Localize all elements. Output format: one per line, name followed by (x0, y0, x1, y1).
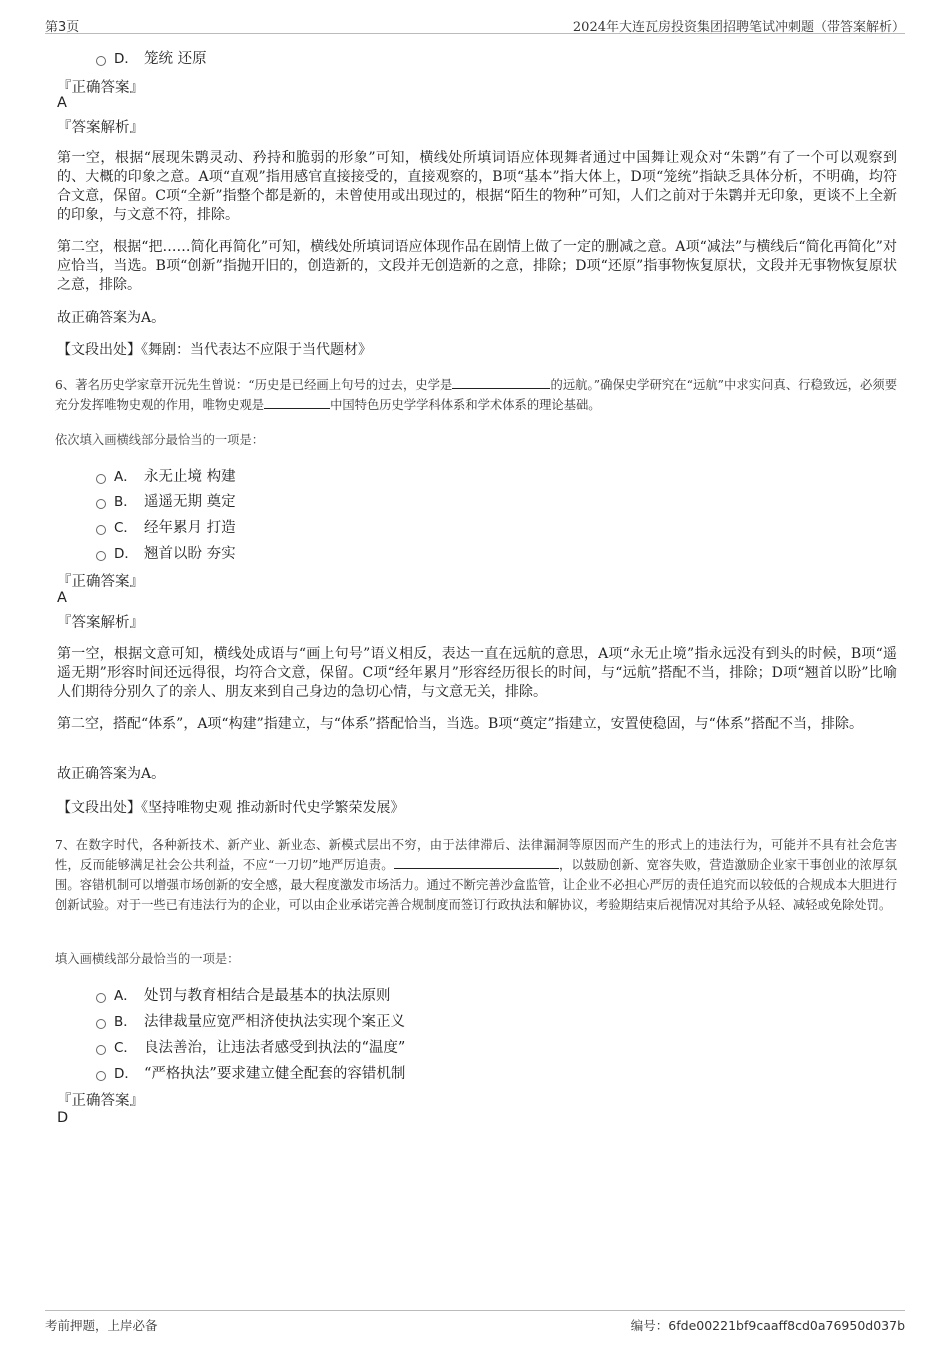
q5-answer-label: 『正确答案』 (57, 80, 144, 96)
blank-line (394, 857, 559, 869)
radio-icon[interactable] (96, 551, 106, 561)
blank-line (452, 377, 550, 389)
q6-analysis-para1: 第一空，根据文意可知，横线处成语与“画上句号”语义相反，表达一直在远航的意思，A项“永无止境”指永远没有到头的时候，B项“遥遥无期”形容时间还远得很，均符合文意，保留。C项“经年累月”形容经历很长的时间，与“远航”搭配不当，排除；D项“翘首以盼”比喻人们期待分别久了的亲人、朋友来到自己身边的急切心情，与文意无关，排除。 (57, 646, 897, 700)
q6-instruction: 依次填入画横线部分最恰当的一项是： (55, 433, 265, 447)
option-text: 永无止境 构建 (144, 469, 236, 485)
q5-option-d[interactable]: D． 笼统 还原 (96, 47, 207, 69)
q5-answer: A (57, 95, 67, 111)
q7-option-b[interactable]: B． 法律裁量应宽严相济使执法实现个案正义 (96, 1010, 405, 1032)
radio-icon[interactable] (96, 56, 106, 66)
q6-source: 【文段出处】《坚持唯物史观 推动新时代史学繁荣发展》 (57, 800, 405, 816)
option-text: “严格执法”要求建立健全配套的容错机制 (144, 1066, 406, 1082)
q5-analysis-para2: 第二空，根据“把……简化再简化”可知，横线处所填词语应体现作品在剧情上做了一定的删减之意。A项“减法”与横线后“简化再简化”对应恰当，当选。B项“创新”指抛开旧的，创造新的，文段并无创造新的之意，排除；D项“还原”指事物恢复原状，文段并无事物恢复原状之意，排除。 (57, 239, 897, 293)
page-header (45, 14, 905, 34)
q5-conclusion: 故正确答案为A。 (57, 310, 166, 326)
radio-icon[interactable] (96, 1045, 106, 1055)
document-title: 2024年大连瓦房投资集团招聘笔试冲刺题（带答案解析） (572, 20, 905, 35)
radio-icon[interactable] (96, 525, 106, 535)
q7-option-d[interactable]: D． “严格执法”要求建立健全配套的容错机制 (96, 1062, 405, 1084)
q7-option-a[interactable]: A． 处罚与教育相结合是最基本的执法原则 (96, 984, 391, 1006)
q6-analysis-para2: 第二空，搭配“体系”，A项“构建”指建立，与“体系”搭配恰当，当选。B项“奠定”指建立，安置使稳固，与“体系”搭配不当，排除。 (57, 716, 863, 732)
q5-analysis-para1: 第一空，根据“展现朱鹮灵动、矜持和脆弱的形象”可知，横线处所填词语应体现舞者通过中国舞让观众对“朱鹮”有了一个可以观察到的、大概的印象之意。A项“直观”指用感官直接接受的，直接观察的，B项“基本”指大体上，D项“笼统”指缺乏具体分析，不明确，均符合文意，保留。C项“全新”指整个都是新的，未曾使用或出现过的，根据“陌生的物种”可知，人们之前对于朱鹮并无印象，更谈不上全新的印象，与文意不符，排除。 (57, 150, 897, 223)
q6-conclusion: 故正确答案为A。 (57, 766, 166, 782)
q7-option-c[interactable]: C． 良法善治，让违法者感受到执法的“温度” (96, 1036, 405, 1058)
option-text: 良法善治，让违法者感受到执法的“温度” (144, 1040, 406, 1056)
option-text: 翘首以盼 夯实 (144, 546, 236, 562)
blank-line (264, 397, 330, 409)
option-text: 经年累月 打造 (144, 520, 236, 536)
q6-answer: A (57, 590, 67, 606)
option-text: 处罚与教育相结合是最基本的执法原则 (144, 988, 391, 1004)
q7-instruction: 填入画横线部分最恰当的一项是： (55, 952, 240, 966)
page-number: 第3页 (45, 20, 80, 35)
radio-icon[interactable] (96, 1019, 106, 1029)
footer-slogan: 考前押题，上岸必备 (45, 1318, 158, 1333)
document-code: 编号：6fde00221bf9caaff8cd0a76950d037b (630, 1318, 905, 1333)
option-text: 笼统 还原 (144, 51, 207, 67)
q6-option-a[interactable]: A． 永无止境 构建 (96, 465, 236, 487)
q6-stem: 6、著名历史学家章开沅先生曾说：“历史是已经画上句号的过去，史学是 的远航。”确保史学研究在“远航”中求实问真、行稳致远，必须要充分发挥唯物史观的作用，唯物史观是 中国特色历史学学科体系和学术体系的理论基础。 (55, 378, 897, 412)
q6-analysis-label: 『答案解析』 (57, 615, 144, 631)
option-text: 法律裁量应宽严相济使执法实现个案正义 (144, 1014, 405, 1030)
radio-icon[interactable] (96, 474, 106, 484)
radio-icon[interactable] (96, 499, 106, 509)
q5-source: 【文段出处】《舞剧：当代表达不应限于当代题材》 (57, 342, 372, 358)
page-footer (45, 1310, 905, 1334)
q7-stem: 7、在数字时代，各种新技术、新产业、新业态、新模式层出不穷，由于法律滞后、法律漏洞等原因而产生的形式上的违法行为，可能并不具有社会危害性，反而能够满足社会公共利益，不应“一刀切”地严厉追责。 ，以鼓励创新、宽容失败，营造激励企业家干事创业的浓厚氛围。容错机制可以增强市场创新的安全感，最大程度激发市场活力。通过不断完善沙盒监管，让企业不必担心严厉的责任追究而以较低的合规成本大胆进行创新试验。对于一些已有违法行为的企业，可以由企业承诺完善合规制度而签订行政执法和解协议，考验期结束后视情况对其给予从轻、减轻或免除处罚。 (55, 838, 897, 912)
q5-analysis-label: 『答案解析』 (57, 120, 144, 136)
radio-icon[interactable] (96, 993, 106, 1003)
q6-option-c[interactable]: C． 经年累月 打造 (96, 516, 236, 538)
q6-answer-label: 『正确答案』 (57, 574, 144, 590)
q7-answer: D (57, 1110, 69, 1126)
radio-icon[interactable] (96, 1071, 106, 1081)
q7-answer-label: 『正确答案』 (57, 1093, 144, 1109)
option-text: 遥遥无期 奠定 (144, 494, 236, 510)
q6-option-d[interactable]: D． 翘首以盼 夯实 (96, 542, 236, 564)
q6-option-b[interactable]: B． 遥遥无期 奠定 (96, 490, 236, 512)
